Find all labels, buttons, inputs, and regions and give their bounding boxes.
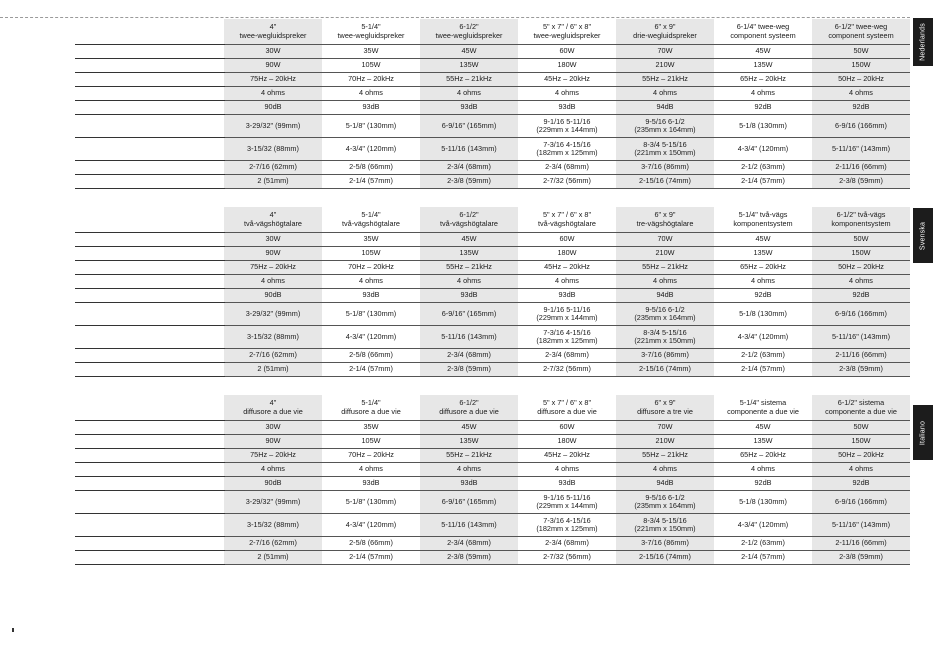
spec-cell: 2-5/8 (66mm) [322,161,420,175]
spec-cell: 7-3/16 4-15/16 (182mm x 125mm) [518,138,616,161]
spec-cell: 60W [518,233,616,247]
table-row [224,551,910,565]
spec-cell: 4 ohms [714,463,812,477]
spec-table [224,395,910,565]
spec-cell: 55Hz – 21kHz [420,73,518,87]
spec-cell: 4 ohms [518,87,616,101]
spec-cell: 70Hz – 20kHz [322,73,420,87]
spec-cell: 2-15/16 (74mm) [616,551,714,565]
speaker-type-header: 4" två-vägshögtalare [224,207,322,233]
language-tab [913,208,933,263]
spec-cell: 55Hz – 21kHz [420,261,518,275]
spec-cell: 2-1/2 (63mm) [714,161,812,175]
header-row [224,207,910,233]
spec-cell: 2-7/16 (62mm) [224,349,322,363]
table-row [224,275,910,289]
table-row [224,303,910,326]
spec-cell: 45W [714,233,812,247]
spec-cell: 93dB [420,101,518,115]
spec-cell: 180W [518,247,616,261]
table-row [224,261,910,275]
spec-cell: 92dB [812,477,910,491]
spec-cell: 2-3/8 (59mm) [420,363,518,377]
spec-cell: 92dB [812,289,910,303]
spec-cell: 70Hz – 20kHz [322,261,420,275]
spec-cell: 4 ohms [714,275,812,289]
speaker-type-header: 6-1/2" diffusore a due vie [420,395,518,421]
row-rule [75,160,225,161]
spec-cell: 70W [616,421,714,435]
language-label: Svenska [919,221,927,250]
spec-cell: 90W [224,59,322,73]
spec-cell: 2-1/4 (57mm) [322,363,420,377]
row-rule [75,420,225,421]
table-row [224,289,910,303]
spec-cell: 2-15/16 (74mm) [616,363,714,377]
spec-cell: 105W [322,435,420,449]
spec-cell: 70W [616,233,714,247]
spec-cell: 2-15/16 (74mm) [616,175,714,189]
spec-cell: 6-9/16" (165mm) [420,303,518,326]
spec-cell: 2-1/2 (63mm) [714,537,812,551]
spec-cell: 2-5/8 (66mm) [322,537,420,551]
table-row [224,449,910,463]
table-row [224,363,910,377]
spec-cell: 4-3/4" (120mm) [714,514,812,537]
spec-cell: 92dB [714,101,812,115]
spec-cell: 2-1/4 (57mm) [322,551,420,565]
spec-cell: 65Hz – 20kHz [714,261,812,275]
spec-cell: 35W [322,421,420,435]
table-row [224,514,910,537]
row-rule [75,348,225,349]
spec-cell: 3-29/32" (99mm) [224,303,322,326]
spec-cell: 55Hz – 21kHz [616,449,714,463]
spec-cell: 2 (51mm) [224,363,322,377]
spec-cell: 45Hz – 20kHz [518,449,616,463]
row-rule [75,274,225,275]
speaker-type-header: 6-1/4" twee-weg component systeem [714,19,812,45]
spec-cell: 180W [518,59,616,73]
spec-cell: 2-3/8 (59mm) [420,551,518,565]
spec-cell: 3-29/32" (99mm) [224,491,322,514]
spec-cell: 45W [420,45,518,59]
spec-cell: 4 ohms [518,275,616,289]
row-rule [75,288,225,289]
spec-cell: 45Hz – 20kHz [518,261,616,275]
spec-cell: 30W [224,421,322,435]
spec-cell: 50W [812,421,910,435]
spec-cell: 94dB [616,477,714,491]
spec-cell: 2-7/32 (56mm) [518,363,616,377]
spec-cell: 45W [420,233,518,247]
speaker-type-header: 6" x 9" diffusore a tre vie [616,395,714,421]
spec-cell: 2-3/4 (68mm) [518,161,616,175]
spec-cell: 93dB [518,289,616,303]
spec-cell: 60W [518,45,616,59]
header-row [224,19,910,45]
spec-cell: 2-7/32 (56mm) [518,175,616,189]
row-rule [75,476,225,477]
spec-cell: 35W [322,233,420,247]
speaker-type-header: 5" x 7" / 6" x 8" diffusore a due vie [518,395,616,421]
speaker-type-header: 5-1/4" twee-wegluidspreker [322,19,420,45]
row-rule [75,302,225,303]
table-row [224,233,910,247]
spec-cell: 6-9/16 (166mm) [812,115,910,138]
header-row [224,395,910,421]
spec-cell: 45W [714,45,812,59]
spec-cell: 2-3/4 (68mm) [420,161,518,175]
spec-cell: 4 ohms [518,463,616,477]
spec-cell: 5-11/16" (143mm) [812,514,910,537]
speaker-type-header: 6-1/2" twee-wegluidspreker [420,19,518,45]
spec-cell: 5-1/8 (130mm) [714,491,812,514]
row-rule [75,362,225,363]
spec-cell: 4-3/4" (120mm) [322,514,420,537]
spec-cell: 5-11/16" (143mm) [812,326,910,349]
spec-cell: 60W [518,421,616,435]
spec-cell: 93dB [420,289,518,303]
spec-cell: 45W [420,421,518,435]
spec-cell: 3-15/32 (88mm) [224,514,322,537]
spec-cell: 2-3/4 (68mm) [420,349,518,363]
spec-cell: 4-3/4" (120mm) [322,138,420,161]
table-row [224,477,910,491]
table-row [224,115,910,138]
spec-cell: 45Hz – 20kHz [518,73,616,87]
spec-cell: 2-11/16 (66mm) [812,161,910,175]
spec-cell: 2-7/16 (62mm) [224,537,322,551]
spec-cell: 9-5/16 6-1/2 (235mm x 164mm) [616,491,714,514]
spec-cell: 9-1/16 5-11/16 (229mm x 144mm) [518,303,616,326]
spec-cell: 2-1/4 (57mm) [714,551,812,565]
spec-cell: 210W [616,247,714,261]
spec-cell: 5-1/8 (130mm) [714,115,812,138]
spec-cell: 45W [714,421,812,435]
spec-cell: 3-15/32 (88mm) [224,326,322,349]
spec-cell: 5-11/16 (143mm) [420,514,518,537]
spec-cell: 5-11/16 (143mm) [420,326,518,349]
spec-cell: 135W [714,435,812,449]
spec-cell: 4-3/4" (120mm) [714,138,812,161]
spec-cell: 94dB [616,289,714,303]
spec-cell: 6-9/16" (165mm) [420,115,518,138]
spec-cell: 8-3/4 5-15/16 (221mm x 150mm) [616,514,714,537]
spec-cell: 50W [812,233,910,247]
spec-cell: 2-3/4 (68mm) [518,537,616,551]
speaker-type-header: 5-1/4" två-vägshögtalare [322,207,420,233]
table-row [224,435,910,449]
speaker-type-header: 6-1/2" två-vägs komponentsystem [812,207,910,233]
spec-cell: 9-1/16 5-11/16 (229mm x 144mm) [518,491,616,514]
spec-cell: 3-7/16 (86mm) [616,161,714,175]
spec-cell: 2-1/4 (57mm) [322,175,420,189]
spec-cell: 4 ohms [322,463,420,477]
row-rule [75,232,225,233]
spec-cell: 8-3/4 5-15/16 (221mm x 150mm) [616,138,714,161]
spec-cell: 92dB [812,101,910,115]
speaker-type-header: 4" twee-wegluidspreker [224,19,322,45]
spec-cell: 90dB [224,477,322,491]
table-row [224,138,910,161]
table-row [224,421,910,435]
speaker-type-header: 5-1/4" sistema componente a due vie [714,395,812,421]
spec-cell: 135W [420,59,518,73]
spec-cell: 3-29/32" (99mm) [224,115,322,138]
spec-cell: 135W [714,59,812,73]
row-rule [75,72,225,73]
spec-cell: 4 ohms [812,275,910,289]
table-row [224,247,910,261]
spec-cell: 2-3/4 (68mm) [518,349,616,363]
spec-cell: 2-11/16 (66mm) [812,349,910,363]
spec-table [224,207,910,377]
row-rule [75,44,225,45]
row-rule [75,86,225,87]
spec-cell: 75Hz – 20kHz [224,261,322,275]
spec-cell: 2-3/8 (59mm) [420,175,518,189]
spec-cell: 4 ohms [714,87,812,101]
spec-cell: 4 ohms [616,463,714,477]
spec-cell: 135W [420,247,518,261]
spec-cell: 70Hz – 20kHz [322,449,420,463]
row-rule [75,448,225,449]
row-rule [75,462,225,463]
spec-cell: 35W [322,45,420,59]
spec-cell: 2-1/4 (57mm) [714,363,812,377]
table-row [224,463,910,477]
spec-cell: 55Hz – 21kHz [616,73,714,87]
row-rule [75,325,225,326]
speaker-type-header: 5-1/4" diffusore a due vie [322,395,420,421]
table-row [224,175,910,189]
row-rule [75,550,225,551]
table-row [224,491,910,514]
spec-cell: 5-11/16" (143mm) [812,138,910,161]
spec-cell: 2-1/2 (63mm) [714,349,812,363]
row-rule [75,188,225,189]
spec-cell: 5-11/16 (143mm) [420,138,518,161]
spec-cell: 70W [616,45,714,59]
spec-cell: 93dB [322,289,420,303]
speaker-type-header: 5-1/4" två-vägs komponentsystem [714,207,812,233]
spec-cell: 50W [812,45,910,59]
spec-cell: 2 (51mm) [224,551,322,565]
spec-cell: 92dB [714,477,812,491]
spec-cell: 180W [518,435,616,449]
speaker-type-header: 6" x 9" drie-wegluidspreker [616,19,714,45]
spec-cell: 30W [224,45,322,59]
spec-cell: 4 ohms [616,275,714,289]
spec-cell: 93dB [322,477,420,491]
row-rule [75,58,225,59]
spec-cell: 7-3/16 4-15/16 (182mm x 125mm) [518,326,616,349]
spec-cell: 93dB [322,101,420,115]
spec-cell: 9-5/16 6-1/2 (235mm x 164mm) [616,115,714,138]
spec-cell: 4 ohms [420,463,518,477]
speaker-type-header: 6" x 9" tre-vägshögtalare [616,207,714,233]
spec-cell: 105W [322,247,420,261]
spec-cell: 3-7/16 (86mm) [616,349,714,363]
speaker-type-header: 5" x 7" / 6" x 8" två-vägshögtalare [518,207,616,233]
row-rule [75,536,225,537]
spec-cell: 5-1/8" (130mm) [322,303,420,326]
spec-cell: 7-3/16 4-15/16 (182mm x 125mm) [518,514,616,537]
spec-cell: 4 ohms [322,87,420,101]
spec-cell: 50Hz – 20kHz [812,449,910,463]
spec-cell: 65Hz – 20kHz [714,449,812,463]
row-rule [75,100,225,101]
table-row [224,537,910,551]
spec-cell: 5-1/8" (130mm) [322,115,420,138]
spec-cell: 94dB [616,101,714,115]
spec-cell: 5-1/8 (130mm) [714,303,812,326]
speaker-type-header: 6-1/2" sistema componente a due vie [812,395,910,421]
spec-table [224,19,910,189]
spec-cell: 90W [224,247,322,261]
spec-cell: 30W [224,233,322,247]
spec-cell: 4 ohms [420,275,518,289]
spec-cell: 2-3/8 (59mm) [812,551,910,565]
spec-cell: 2 (51mm) [224,175,322,189]
spec-cell: 150W [812,435,910,449]
spec-cell: 2-5/8 (66mm) [322,349,420,363]
spec-cell: 150W [812,247,910,261]
spec-cell: 210W [616,59,714,73]
spec-cell: 4 ohms [420,87,518,101]
spec-cell: 3-15/32 (88mm) [224,138,322,161]
cut-line [0,17,910,18]
spec-cell: 90W [224,435,322,449]
spec-cell: 65Hz – 20kHz [714,73,812,87]
spec-cell: 2-7/32 (56mm) [518,551,616,565]
table-row [224,73,910,87]
spec-cell: 210W [616,435,714,449]
row-rule [75,564,225,565]
speaker-type-header: 5" x 7" / 6" x 8" twee-wegluidspreker [518,19,616,45]
table-row [224,161,910,175]
spec-cell: 92dB [714,289,812,303]
row-rule [75,137,225,138]
table-row [224,87,910,101]
spec-cell: 150W [812,59,910,73]
spec-cell: 93dB [518,101,616,115]
spec-cell: 90dB [224,101,322,115]
language-label: Italiano [919,420,927,445]
row-rule [75,246,225,247]
spec-cell: 93dB [420,477,518,491]
spec-cell: 2-3/8 (59mm) [812,175,910,189]
language-tab [913,18,933,66]
row-rule [75,260,225,261]
row-rule [75,376,225,377]
spec-cell: 4 ohms [322,275,420,289]
table-row [224,349,910,363]
spec-cell: 4-3/4" (120mm) [322,326,420,349]
spec-cell: 93dB [518,477,616,491]
spec-cell: 6-9/16" (165mm) [420,491,518,514]
table-row [224,59,910,73]
spec-cell: 3-7/16 (86mm) [616,537,714,551]
spec-cell: 2-7/16 (62mm) [224,161,322,175]
spec-cell: 90dB [224,289,322,303]
spec-cell: 4 ohms [224,87,322,101]
table-row [224,45,910,59]
language-label: Nederlands [919,23,927,61]
row-rule [75,490,225,491]
spec-cell: 75Hz – 20kHz [224,449,322,463]
spec-cell: 9-1/16 5-11/16 (229mm x 144mm) [518,115,616,138]
spec-cell: 4-3/4" (120mm) [714,326,812,349]
spec-cell: 2-3/4 (68mm) [420,537,518,551]
spec-cell: 75Hz – 20kHz [224,73,322,87]
row-rule [75,513,225,514]
spec-cell: 6-9/16 (166mm) [812,491,910,514]
spec-cell: 4 ohms [224,463,322,477]
speaker-type-header: 6-1/2" två-vägshögtalare [420,207,518,233]
row-rule [75,434,225,435]
spec-cell: 135W [420,435,518,449]
spec-cell: 4 ohms [224,275,322,289]
spec-cell: 2-1/4 (57mm) [714,175,812,189]
spec-cell: 55Hz – 21kHz [420,449,518,463]
row-rule [75,114,225,115]
language-tab [913,405,933,460]
page-mark [12,628,14,632]
spec-cell: 8-3/4 5-15/16 (221mm x 150mm) [616,326,714,349]
spec-cell: 4 ohms [812,463,910,477]
spec-cell: 55Hz – 21kHz [616,261,714,275]
spec-cell: 4 ohms [616,87,714,101]
spec-cell: 105W [322,59,420,73]
spec-cell: 50Hz – 20kHz [812,73,910,87]
row-rule [75,174,225,175]
spec-cell: 4 ohms [812,87,910,101]
spec-cell: 135W [714,247,812,261]
spec-cell: 50Hz – 20kHz [812,261,910,275]
spec-cell: 2-3/8 (59mm) [812,363,910,377]
table-row [224,326,910,349]
speaker-type-header: 4" diffusore a due vie [224,395,322,421]
table-row [224,101,910,115]
spec-cell: 6-9/16 (166mm) [812,303,910,326]
spec-cell: 5-1/8" (130mm) [322,491,420,514]
speaker-type-header: 6-1/2" twee-weg component systeem [812,19,910,45]
spec-cell: 2-11/16 (66mm) [812,537,910,551]
spec-cell: 9-5/16 6-1/2 (235mm x 164mm) [616,303,714,326]
